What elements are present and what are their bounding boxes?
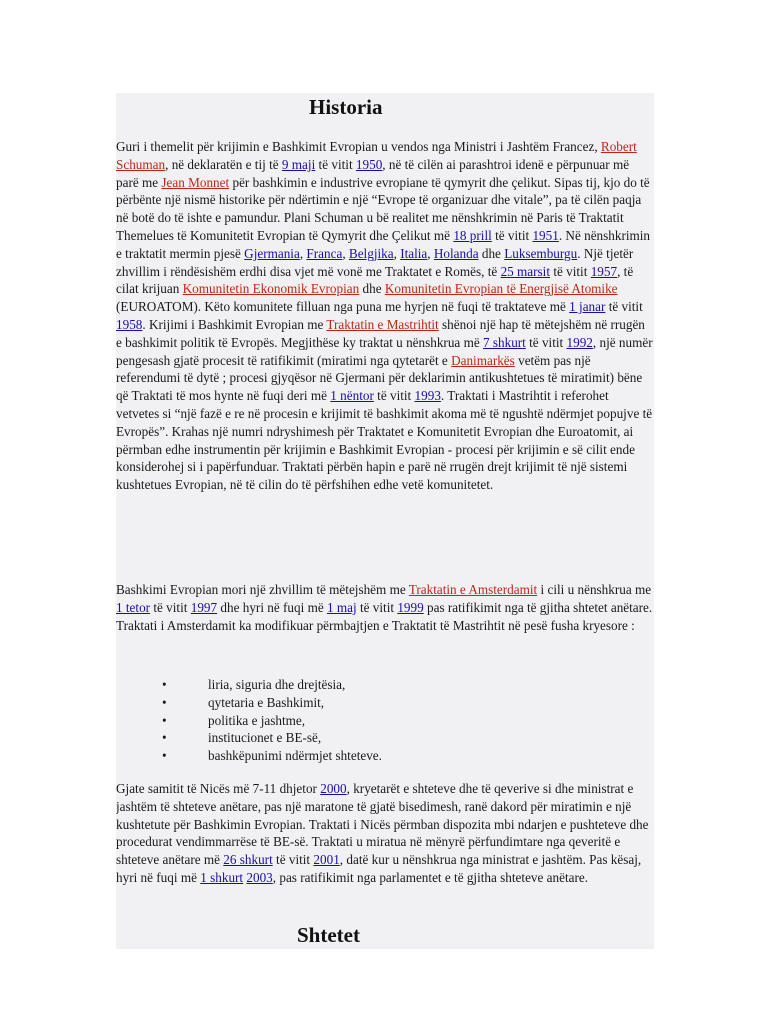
list-item: • politika e jashtme, <box>208 712 654 730</box>
link-luksemburgu[interactable]: Luksemburgu <box>504 245 578 261</box>
link-1-tetor[interactable]: 1 tetor <box>116 599 151 615</box>
link-7-shkurt[interactable]: 7 shkurt <box>482 334 526 350</box>
link-1997[interactable]: 1997 <box>190 599 218 615</box>
document-page <box>116 93 654 949</box>
link-komunitetin-ekonomik-evropian[interactable]: Komunitetin Ekonomik Evropian <box>182 281 360 297</box>
link-1-nentor[interactable]: 1 nëntor <box>330 388 374 404</box>
link-2000[interactable]: 2000 <box>320 781 347 796</box>
link-1957[interactable]: 1957 <box>590 263 618 279</box>
link-italia[interactable]: Italia <box>400 245 428 261</box>
link-komunitetin-evropian-energjise-atomike[interactable]: Komunitetin Evropian të Energjisë Atomike <box>384 281 618 297</box>
section-title-historia: Historia <box>309 95 383 119</box>
link-18-prill[interactable]: 18 prill <box>453 227 492 243</box>
link-danimarkes[interactable]: Danimarkës <box>451 352 515 368</box>
link-1951[interactable]: 1951 <box>532 227 559 243</box>
link-holanda[interactable]: Holanda <box>433 245 479 261</box>
paragraph-amsterdam: Bashkimi Evropian mori një zhvillim të mëtejshëm me Traktatin e Amsterdamit i cili u nënshkrua me 1 tetor të vitit 1997 dhe hyri në fuqi më 1 maj të vitit 1999 pas ratifikimit nga të gjitha shtetet anëtare. Traktati i Amsterdamit ka modifikuar përmbajtjen e Traktatit të Mastrihtit në pesë fusha kryesore : <box>116 582 653 633</box>
list-item: • institucionet e BE-së, <box>208 729 654 747</box>
link-1992[interactable]: 1992 <box>566 334 593 350</box>
link-1958[interactable]: 1958 <box>116 316 143 332</box>
link-1-janar[interactable]: 1 janar <box>569 299 606 315</box>
link-1-shkurt[interactable]: 1 shkurt <box>200 869 244 885</box>
link-traktatin-e-amsterdamit[interactable]: Traktatin e Amsterdamit <box>408 582 538 597</box>
link-traktatin-e-mastrihtit[interactable]: Traktatin e Mastrihtit <box>326 316 439 332</box>
link-2003[interactable]: 2003 <box>246 869 273 885</box>
link-gjermania[interactable]: Gjermania <box>244 245 300 261</box>
pillars-list <box>116 676 654 765</box>
list-item: • qytetaria e Bashkimit, <box>208 694 654 712</box>
link-2001[interactable]: 2001 <box>313 852 340 868</box>
link-1993[interactable]: 1993 <box>414 388 441 404</box>
link-1950[interactable]: 1950 <box>355 156 383 172</box>
list-item: • liria, siguria dhe drejtësia, <box>208 676 654 694</box>
link-1-maj[interactable]: 1 maj <box>326 599 357 615</box>
link-jean-monnet[interactable]: Jean Monnet <box>161 174 230 190</box>
list-item: • bashkëpunimi ndërmjet shteteve. <box>208 747 654 765</box>
link-robert-schuman[interactable]: Robert Schuman <box>116 139 637 172</box>
paragraph-history-intro: Guri i themelit për krijimin e Bashkimit Evropian u vendos nga Ministri i Jashtëm Francez, Robert Schuman, në deklaratën e tij të 9 maji të vitit 1950, në të cilën ai parashtroi idenë e përpunuar më parë me Jean Monnet për bashkimin e industrive evropiane të qymyrit dhe çelikut. Sipas tij, kjo do të përbënte një nismë historike për ndërtimin e një “Evrope të organizuar dhe vitale”, pa të cilën paqja në botë do të ishte e pamundur. Plani Schuman u bë realitet me nënshkrimin në Paris të Traktatit Themelues të Komunitetit Evropian të Qymyrit dhe Çelikut më 18 prill të vitit 1951. Në nënshkrimin e traktatit mermin pjesë Gjermania, Franca, Belgjika, Italia, Holanda dhe Luksemburgu. Një tjetër zhvillim i rëndësishëm erdhi disa vjet më vonë me Traktatet e Romës, të 25 marsit të vitit 1957, të cilat krijuan Komunitetin Ekonomik Evropian dhe Komunitetin Evropian të Energjisë Atomike (EUROATOM). Këto komunitete filluan nga puna me hyrjen në fuqi të traktateve më 1 janar të vitit 1958. Krijimi i Bashkimit Evropian me Traktatin e Mastrihtit shënoi një hap të mëtejshëm në rrugën e bashkimit politik të Evropës. Megjithëse ky traktat u nënshkrua më 7 shkurt të vitit 1992, një numër pengesash gjatë procesit të ratifikimit (miratimi nga qytetarët e Danimarkës vetëm pas një referendumi të dytë ; procesi gjyqësor në Gjermani për deklarimin antikushtetues të miratimit) bëne që Traktati të mos hynte në fuqi deri më 1 nëntor të vitit 1993. Traktati i Mastrihtit i referohet vetvetes si “një fazë e re në procesin e krijimit të bashkimit akoma më të ngushtë ndërmjet popujve të Evropës”. Krahas një numri ndryshimesh për Traktatet e Komunitetit Evropian dhe Euroatomit, ai përmban edhe instrumentin për krijimin e Bashkimit Evropian - procesi për krijimin e së cilit ende konsiderohej si i papërfunduar. Traktati përbën hapin e parë në rrugën drejt krijimit të një sistemi kushtetues Evropian, në të cilin do të përfshihen edhe vetë komunitetet. <box>116 139 653 493</box>
section-title-shtetet: Shtetet <box>297 923 360 947</box>
link-9-maji[interactable]: 9 maji <box>281 156 316 172</box>
link-26-shkurt[interactable]: 26 shkurt <box>223 852 273 868</box>
paragraph-nice: Gjate samitit të Nicës më 7-11 dhjetor 2000, kryetarët e shteteve dhe të qeverive si dhe ministrat e jashtëm të shteteve anëtare, pas një maratone të gjatë bisedimesh, ranë dakord për miratimin e një kushtetute për Bashkimin Evropian. Traktati i Nicës përmban dispozita mbi ndarjen e pushteteve dhe procedurat vendimmarrëse të BE-së. Traktati u miratua në mënyrë përfundimtare nga qeveritë e shteteve anëtare më 26 shkurt të vitit 2001, datë kur u nënshkrua nga ministrat e jashtëm. Pas kësaj, hyri në fuqi më 1 shkurt 2003, pas ratifikimit nga parlamentet e të gjitha shteteve anëtare. <box>116 781 649 885</box>
link-25-marsit[interactable]: 25 marsit <box>500 263 551 279</box>
link-1999[interactable]: 1999 <box>397 599 424 615</box>
link-belgjika[interactable]: Belgjika <box>348 245 394 261</box>
link-franca[interactable]: Franca <box>306 245 343 261</box>
